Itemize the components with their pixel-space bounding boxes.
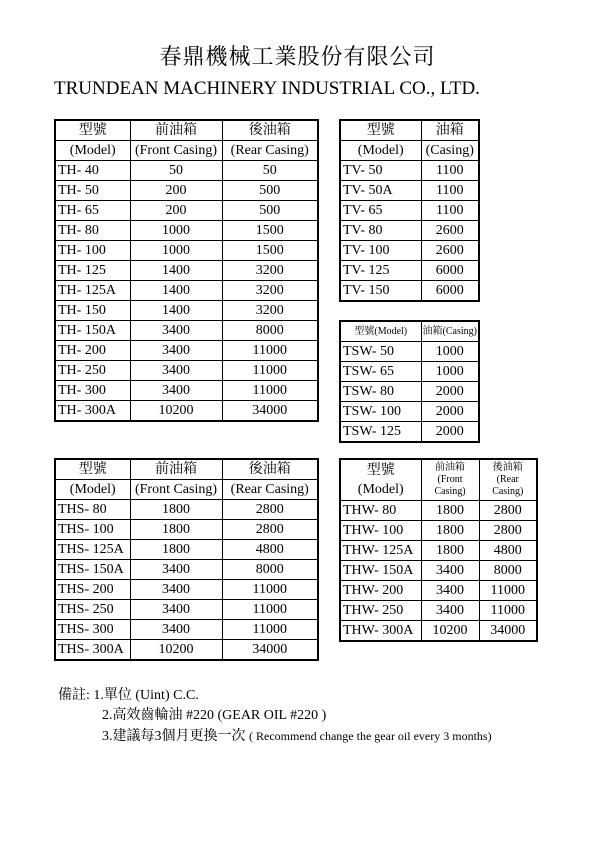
capacity-cell-2: 2800	[479, 521, 537, 541]
header-model	[340, 459, 421, 501]
model-cell: TV- 80	[340, 221, 421, 241]
model-cell: TH- 300A	[55, 401, 130, 422]
table-row	[340, 161, 479, 181]
company-name-english: TRUNDEAN MACHINERY INDUSTRIAL CO., LTD.	[54, 78, 480, 99]
capacity-cell-2: 11000	[222, 620, 318, 640]
table-row	[340, 201, 479, 221]
capacity-cell-1: 3400	[130, 580, 222, 600]
capacity-cell-2: 11000	[479, 601, 537, 621]
table-row	[340, 181, 479, 201]
capacity-cell-2: 500	[222, 181, 318, 201]
table-row	[55, 540, 318, 560]
model-cell: THS- 80	[55, 500, 130, 520]
note-unit: 1.單位 (Uint) C.C.	[93, 688, 199, 703]
note-line-3	[58, 726, 492, 747]
capacity-cell-1: 1000	[130, 241, 222, 261]
header-front-en: (Front Casing)	[130, 141, 222, 161]
table-row	[340, 581, 537, 601]
capacity-cell-1: 1400	[130, 261, 222, 281]
table-row	[55, 261, 318, 281]
capacity-cell-2: 11000	[222, 580, 318, 600]
model-cell: TSW- 125	[340, 422, 421, 443]
capacity-cell-1: 1100	[421, 161, 479, 181]
header-front-en-2: Casing)	[434, 486, 466, 497]
model-cell: THW- 100	[340, 521, 421, 541]
table-row	[55, 580, 318, 600]
company-name-chinese: 春鼎機械工業股份有限公司	[159, 45, 436, 70]
table-row	[55, 301, 318, 321]
table-row	[340, 541, 537, 561]
header-rear-en-2: Casing)	[492, 486, 524, 497]
model-cell: TSW- 50	[340, 342, 421, 362]
table-row	[340, 382, 479, 402]
model-cell: THS- 250	[55, 600, 130, 620]
capacity-cell-2: 4800	[222, 540, 318, 560]
capacity-cell-1: 2000	[421, 402, 479, 422]
model-cell: THW- 250	[340, 601, 421, 621]
capacity-cell-2: 3200	[222, 281, 318, 301]
table-row	[340, 621, 537, 642]
capacity-cell-1: 3400	[421, 561, 479, 581]
capacity-cell-2: 500	[222, 201, 318, 221]
model-cell: TH- 150	[55, 301, 130, 321]
note-line-1	[58, 686, 492, 706]
capacity-cell-1: 2600	[421, 241, 479, 261]
capacity-cell-2: 8000	[479, 561, 537, 581]
model-cell: TH- 200	[55, 341, 130, 361]
table-row	[340, 221, 479, 241]
capacity-cell-1: 1100	[421, 181, 479, 201]
capacity-cell-2: 1500	[222, 221, 318, 241]
ths-series-table	[54, 458, 319, 661]
capacity-cell-1: 50	[130, 161, 222, 181]
model-cell: TV- 125	[340, 261, 421, 281]
note-line-2	[58, 706, 492, 726]
capacity-cell-2: 8000	[222, 560, 318, 580]
header-model-en: (Model)	[55, 480, 130, 500]
header-rear-en-1: (Rear	[496, 474, 519, 485]
model-cell: THS- 300A	[55, 640, 130, 661]
capacity-cell-1: 3400	[130, 560, 222, 580]
capacity-cell-1: 3400	[130, 620, 222, 640]
capacity-cell-1: 3400	[130, 381, 222, 401]
model-cell: THS- 100	[55, 520, 130, 540]
capacity-cell-1: 1400	[130, 301, 222, 321]
model-cell: TH- 65	[55, 201, 130, 221]
model-cell: THW- 150A	[340, 561, 421, 581]
thw-series-table	[339, 458, 538, 642]
capacity-cell-1: 3400	[130, 321, 222, 341]
capacity-cell-1: 1800	[421, 501, 479, 521]
model-cell: THS- 300	[55, 620, 130, 640]
capacity-cell-2: 4800	[479, 541, 537, 561]
model-cell: TH- 250	[55, 361, 130, 381]
header-model-zh: 型號	[340, 120, 421, 141]
model-cell: THS- 125A	[55, 540, 130, 560]
model-cell: TH- 40	[55, 161, 130, 181]
capacity-cell-2: 3200	[222, 261, 318, 281]
capacity-cell-2: 3200	[222, 301, 318, 321]
tsw-series-table	[339, 320, 480, 443]
model-cell: THS- 150A	[55, 560, 130, 580]
model-cell: TSW- 80	[340, 382, 421, 402]
header-model: 型號(Model)	[340, 321, 421, 342]
header-casing: 油箱(Casing)	[421, 321, 479, 342]
header-front-en: (Front Casing)	[130, 480, 222, 500]
capacity-cell-1: 6000	[421, 261, 479, 281]
note-interval-en: ( Recommend change the gear oil every 3 months)	[249, 729, 492, 743]
capacity-cell-1: 1800	[421, 541, 479, 561]
model-cell: TV- 50	[340, 161, 421, 181]
model-cell: TH- 125A	[55, 281, 130, 301]
capacity-cell-2: 11000	[222, 341, 318, 361]
capacity-cell-1: 1000	[421, 342, 479, 362]
capacity-cell-1: 3400	[130, 361, 222, 381]
capacity-cell-1: 1100	[421, 201, 479, 221]
header-casing-zh: 油箱	[421, 120, 479, 141]
table-row	[340, 521, 537, 541]
table-row	[340, 402, 479, 422]
capacity-cell-1: 1400	[130, 281, 222, 301]
table-row	[340, 261, 479, 281]
capacity-cell-2: 1500	[222, 241, 318, 261]
notes-label: 備註:	[58, 688, 90, 703]
model-cell: TSW- 65	[340, 362, 421, 382]
header-model-en: (Model)	[340, 141, 421, 161]
capacity-cell-2: 34000	[479, 621, 537, 642]
capacity-cell-1: 6000	[421, 281, 479, 302]
table-row	[55, 221, 318, 241]
table-row	[340, 241, 479, 261]
header-model-zh: 型號	[55, 120, 130, 141]
table-row	[340, 501, 537, 521]
model-cell: TH- 150A	[55, 321, 130, 341]
capacity-cell-1: 1000	[421, 362, 479, 382]
capacity-cell-1: 200	[130, 201, 222, 221]
model-cell: THW- 125A	[340, 541, 421, 561]
table-row	[55, 401, 318, 422]
model-cell: TH- 125	[55, 261, 130, 281]
capacity-cell-1: 1800	[130, 520, 222, 540]
header-rear-zh: 後油箱	[222, 459, 318, 480]
table-row	[55, 161, 318, 181]
header-rear	[479, 459, 537, 501]
model-cell: TV- 150	[340, 281, 421, 302]
model-cell: TSW- 100	[340, 402, 421, 422]
capacity-cell-2: 11000	[222, 361, 318, 381]
header-front-zh: 前油箱	[435, 462, 465, 473]
header-front-zh: 前油箱	[130, 120, 222, 141]
header-rear-en: (Rear Casing)	[222, 141, 318, 161]
model-cell: TH- 300	[55, 381, 130, 401]
model-cell: TH- 50	[55, 181, 130, 201]
model-cell: TV- 100	[340, 241, 421, 261]
header-model-en: (Model)	[357, 482, 404, 497]
table-row	[340, 342, 479, 362]
header-rear-zh: 後油箱	[222, 120, 318, 141]
table-row	[340, 422, 479, 443]
capacity-cell-2: 11000	[222, 600, 318, 620]
capacity-cell-2: 2800	[479, 501, 537, 521]
capacity-cell-1: 1800	[421, 521, 479, 541]
header-casing-en: (Casing)	[421, 141, 479, 161]
table-row	[340, 281, 479, 302]
notes-section	[58, 686, 492, 747]
table-row	[55, 500, 318, 520]
table-row	[55, 241, 318, 261]
table-row	[55, 361, 318, 381]
capacity-cell-1: 3400	[130, 600, 222, 620]
capacity-cell-2: 2800	[222, 520, 318, 540]
table-row	[340, 601, 537, 621]
capacity-cell-1: 1800	[130, 500, 222, 520]
capacity-cell-1: 2600	[421, 221, 479, 241]
model-cell: TV- 65	[340, 201, 421, 221]
capacity-cell-2: 34000	[222, 401, 318, 422]
table-row	[55, 560, 318, 580]
th-series-table	[54, 119, 319, 422]
capacity-cell-1: 10200	[130, 401, 222, 422]
capacity-cell-2: 8000	[222, 321, 318, 341]
capacity-cell-2: 11000	[222, 381, 318, 401]
model-cell: TH- 100	[55, 241, 130, 261]
capacity-cell-1: 200	[130, 181, 222, 201]
table-row	[55, 181, 318, 201]
table-row	[55, 640, 318, 661]
header-front-en-1: (Front	[437, 474, 463, 485]
header-rear-en: (Rear Casing)	[222, 480, 318, 500]
table-row	[55, 341, 318, 361]
header-front	[421, 459, 479, 501]
table-row	[55, 520, 318, 540]
model-cell: THW- 80	[340, 501, 421, 521]
table-row	[55, 381, 318, 401]
capacity-cell-1: 3400	[130, 341, 222, 361]
model-cell: TV- 50A	[340, 181, 421, 201]
capacity-cell-1: 10200	[421, 621, 479, 642]
table-row	[55, 321, 318, 341]
model-cell: THS- 200	[55, 580, 130, 600]
header-model-zh: 型號	[366, 463, 395, 478]
header-rear-zh: 後油箱	[492, 462, 523, 473]
model-cell: TH- 80	[55, 221, 130, 241]
capacity-cell-1: 2000	[421, 382, 479, 402]
capacity-cell-1: 10200	[130, 640, 222, 661]
tv-series-table	[339, 119, 480, 302]
capacity-cell-1: 3400	[421, 601, 479, 621]
capacity-cell-1: 3400	[421, 581, 479, 601]
table-row	[340, 362, 479, 382]
note-interval-zh: 3.建議每3個月更換一次	[102, 729, 246, 744]
header-model-en: (Model)	[55, 141, 130, 161]
capacity-cell-2: 34000	[222, 640, 318, 661]
model-cell: THW- 200	[340, 581, 421, 601]
capacity-cell-2: 11000	[479, 581, 537, 601]
table-row	[55, 620, 318, 640]
model-cell: THW- 300A	[340, 621, 421, 642]
table-row	[55, 600, 318, 620]
capacity-cell-1: 2000	[421, 422, 479, 443]
table-row	[55, 281, 318, 301]
capacity-cell-1: 1800	[130, 540, 222, 560]
header-model-zh: 型號	[55, 459, 130, 480]
capacity-cell-2: 2800	[222, 500, 318, 520]
table-row	[340, 561, 537, 581]
note-gear-oil: 2.高效齒輪油 #220 (GEAR OIL #220 )	[102, 708, 327, 723]
header-front-zh: 前油箱	[130, 459, 222, 480]
capacity-cell-2: 50	[222, 161, 318, 181]
capacity-cell-1: 1000	[130, 221, 222, 241]
table-row	[55, 201, 318, 221]
